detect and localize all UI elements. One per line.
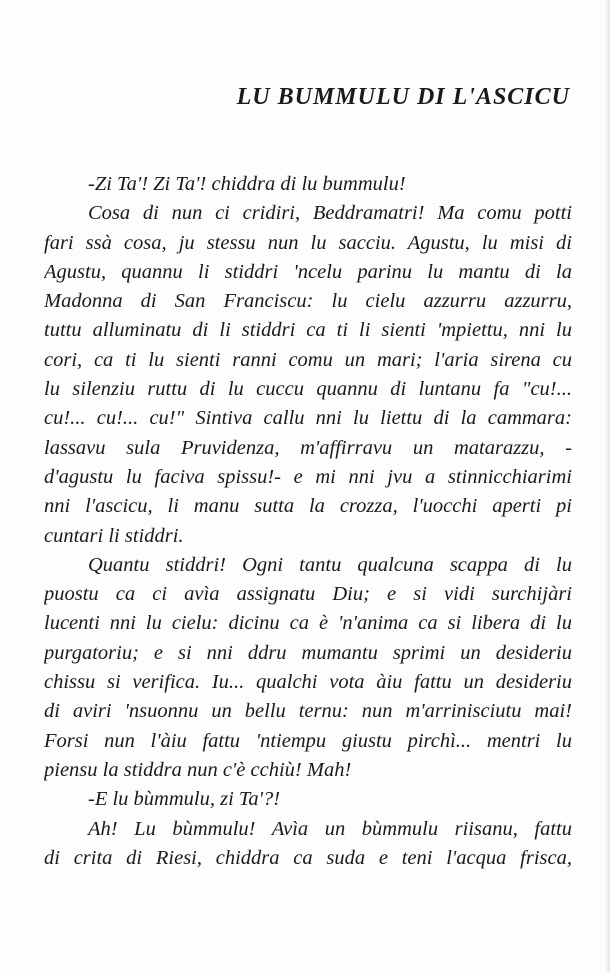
- text-line: piensu la stiddra nun c'è cchiù! Mah!: [44, 758, 352, 781]
- text-line: -E lu bùmmulu, zi Ta'?!: [88, 788, 281, 811]
- text-line: lassavu sula Pruvidenza, m'affirravu un matarazzu, -: [44, 436, 572, 459]
- text-line: d'agustu lu faciva spissu!- e mi nni jvu a stinnicchiarimi: [44, 465, 572, 488]
- page-edge-shadow: [604, 0, 610, 972]
- text-line: cu!... cu!... cu!" Sintiva callu nni lu liettu di la cammara:: [44, 407, 572, 430]
- text-line: cuntari li stiddri.: [44, 524, 184, 547]
- text-line: lu silenziu ruttu di lu cuccu quannu di luntanu fa "cu!...: [44, 378, 572, 401]
- text-line: nni l'ascicu, li manu sutta la crozza, l'uocchi aperti pi: [44, 495, 572, 518]
- text-line: chissu si verifica. Iu... qualchi vota àiu fattu un desideriu: [44, 671, 572, 694]
- text-line: cori, ca ti lu sienti ranni comu un mari; l'aria sirena cu: [44, 348, 572, 371]
- text-line: lucenti nni lu cielu: dicinu ca è 'n'anima ca si libera di lu: [44, 612, 572, 635]
- body-text: [44, 170, 572, 873]
- text-line: purgatoriu; e si nni ddru mumantu sprimi un desideriu: [44, 641, 572, 664]
- text-line: Madonna di San Franciscu: lu cielu azzurru azzurru,: [44, 290, 572, 313]
- text-line: fari ssà cosa, ju stessu nun lu sacciu. Agustu, lu misi di: [44, 231, 572, 254]
- text-line: tuttu alluminatu di li stiddri ca ti li sienti 'mpiettu, nni lu: [44, 319, 572, 342]
- text-line: Agustu, quannu li stiddri 'ncelu parinu lu mantu di la: [44, 260, 572, 283]
- text-line: Forsi nun l'àiu fattu 'ntiempu giustu pirchì... mentri lu: [44, 729, 572, 752]
- text-line: puostu ca ci avìa assignatu Diu; e si vidi surchijàri: [44, 583, 572, 606]
- chapter-title: LU BUMMULU DI L'ASCICU: [236, 84, 570, 110]
- text-line: di crita di Riesi, chiddra ca suda e teni l'acqua frisca,: [44, 846, 572, 869]
- text-line: Ah! Lu bùmmulu! Avìa un bùmmulu riisanu, fattu: [88, 817, 572, 840]
- text-line: Quantu stiddri! Ogni tantu qualcuna scappa di lu: [88, 553, 572, 576]
- text-line: -Zi Ta'! Zi Ta'! chiddra di lu bummulu!: [88, 173, 406, 195]
- text-line: di aviri 'nsuonnu un bellu ternu: nun m'arrinisciutu mai!: [44, 700, 572, 723]
- text-line: Cosa di nun ci cridiri, Beddramatri! Ma comu potti: [88, 202, 572, 225]
